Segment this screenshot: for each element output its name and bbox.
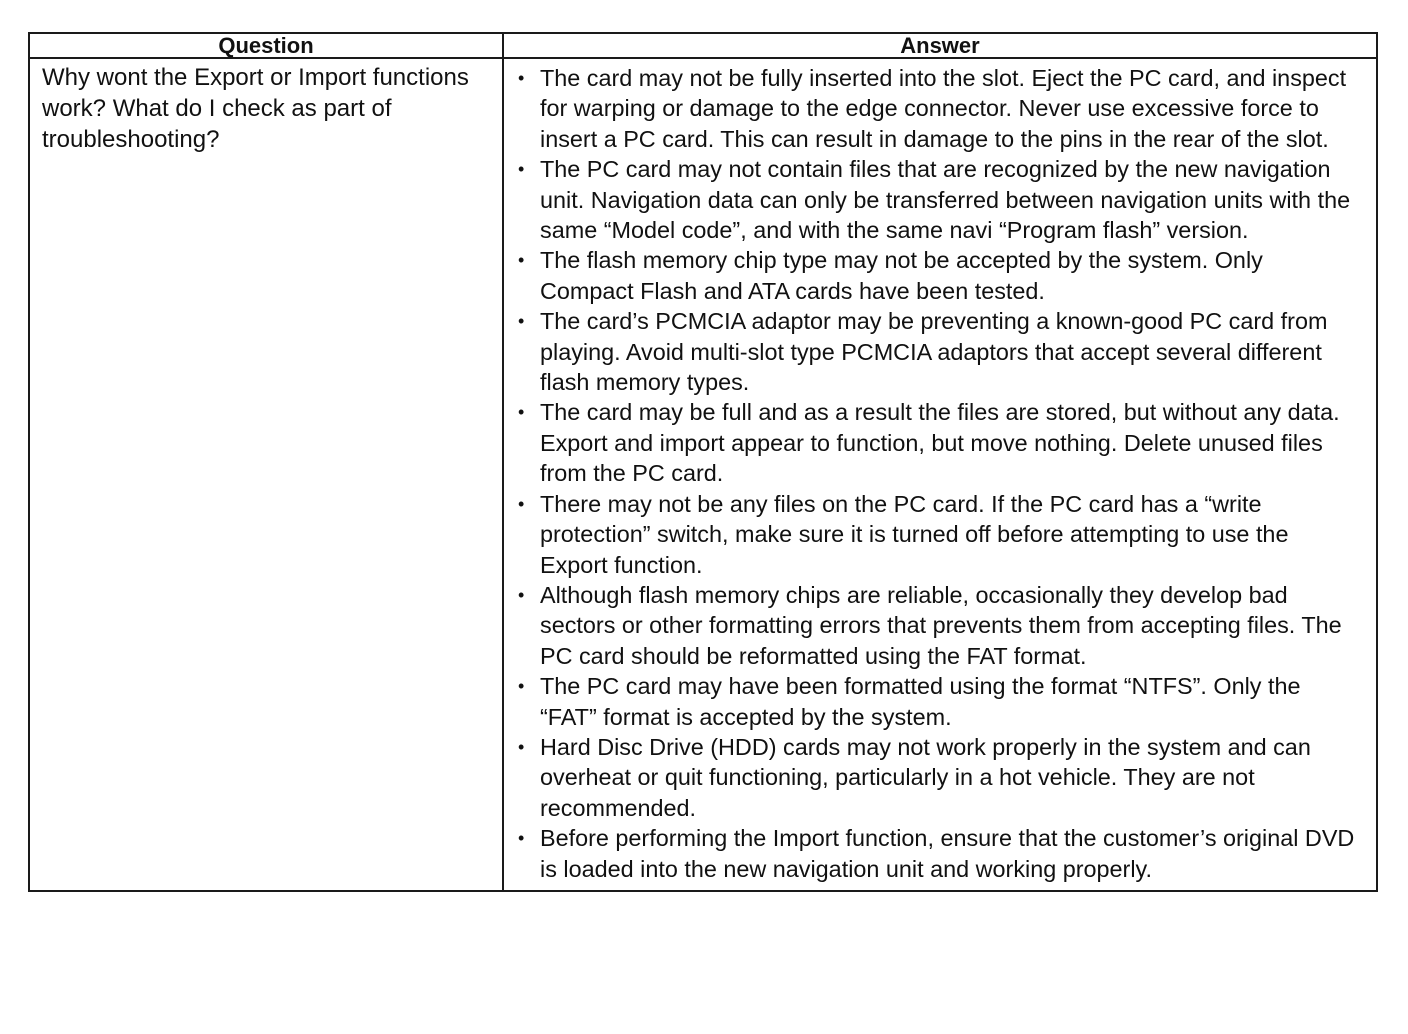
answer-item: • The card may not be fully inserted into the slot. Eject the PC card, and inspect for warping or damage to the edge connector. Never use excessive force to insert a PC card. This can result in damage to the pins in the rear of the slot. xyxy=(514,63,1362,154)
answer-header: Answer xyxy=(503,33,1377,58)
answer-item: • There may not be any files on the PC card. If the PC card has a “write protection” switch, make sure it is turned off before attempting to use the Export function. xyxy=(514,489,1362,580)
answer-item: • The card may be full and as a result the files are stored, but without any data. Export and import appear to function, but move nothing. Delete unused files from the PC card. xyxy=(514,397,1362,488)
answer-cell xyxy=(503,58,1377,891)
answer-item: • Although flash memory chips are reliable, occasionally they develop bad sectors or other formatting errors that prevents them from accepting files. The PC card should be reformatted using the FAT format. xyxy=(514,580,1362,671)
answer-item: • The flash memory chip type may not be accepted by the system. Only Compact Flash and ATA cards have been tested. xyxy=(514,245,1362,306)
answer-item: • Before performing the Import function, ensure that the customer’s original DVD is loaded into the new navigation unit and working properly. xyxy=(514,823,1362,884)
question-cell: Why wont the Export or Import functions work? What do I check as part of troubleshooting? xyxy=(29,58,503,891)
answer-list xyxy=(514,63,1362,884)
faq-table xyxy=(28,32,1378,892)
question-header: Question xyxy=(29,33,503,58)
answer-item: • Hard Disc Drive (HDD) cards may not work properly in the system and can overheat or quit functioning, particularly in a hot vehicle. They are not recommended. xyxy=(514,732,1362,823)
answer-item: • The card’s PCMCIA adaptor may be preventing a known-good PC card from playing. Avoid multi-slot type PCMCIA adaptors that accept several different flash memory types. xyxy=(514,306,1362,397)
header-row xyxy=(29,33,1377,58)
answer-item: • The PC card may not contain files that are recognized by the new navigation unit. Navigation data can only be transferred between navigation units with the same “Model code”, and with the same navi “Program flash” version. xyxy=(514,154,1362,245)
table-row xyxy=(29,58,1377,891)
answer-item: • The PC card may have been formatted using the format “NTFS”. Only the “FAT” format is accepted by the system. xyxy=(514,671,1362,732)
